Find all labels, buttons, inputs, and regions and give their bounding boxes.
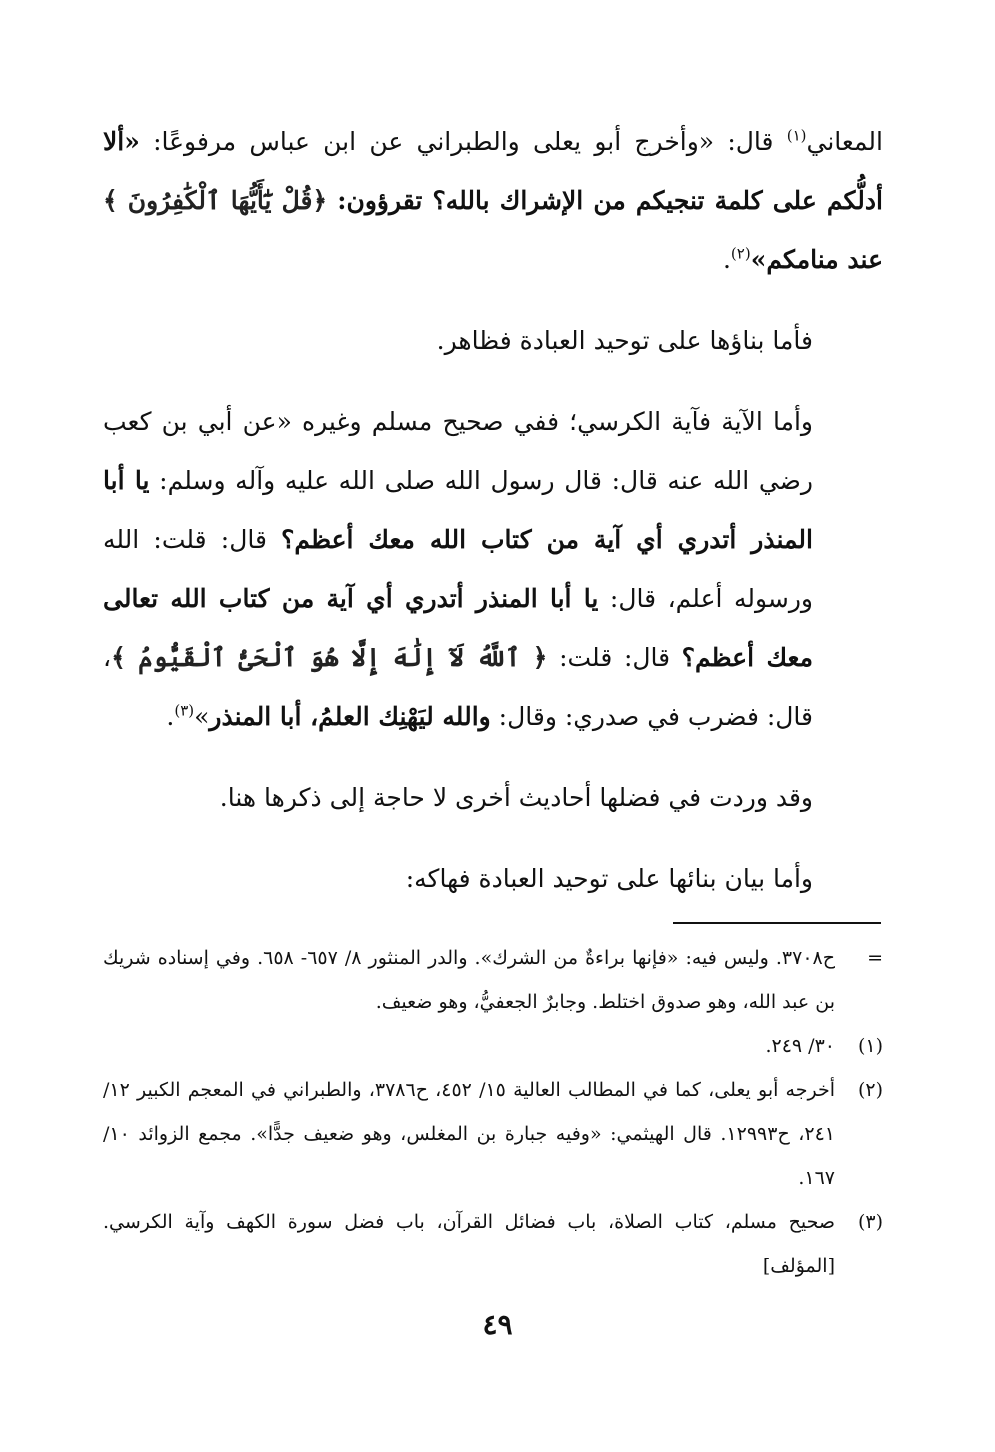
text-run: قال: قلت: الله ورسوله أعلم، قال: (103, 525, 814, 613)
text-run: . (722, 245, 731, 274)
footnote-text: ٣٠/ ٢٤٩. (765, 1035, 835, 1057)
footnote-2 (103, 1068, 883, 1200)
text-run: » (194, 702, 210, 731)
footnotes (103, 936, 883, 1288)
footnote-continued (103, 936, 883, 1024)
footnote-marker: (٢) (857, 1079, 883, 1101)
hadith-quote: «ألا أدلُّكم على كلمة تنجيكم من الإشراك بالله؟ تقرؤون: (103, 127, 883, 215)
quran-verse: ﴿ ٱللَّهُ لَآ إِلَٰهَ إِلَّا هُوَ ٱلْحَىُّ ٱلْقَيُّومُ ﴾ (111, 643, 548, 672)
text-run: . (166, 702, 175, 731)
footnote-separator (673, 922, 881, 924)
footnote-marker: (١) (857, 1035, 883, 1057)
hadith-quote: والله ليَهْنِك العلمُ، أبا المنذر (209, 702, 491, 731)
footnote-3 (103, 1200, 883, 1288)
footnote-marker: = (867, 947, 883, 969)
paragraph-5: وأما بيان بنائها على توحيد العبادة فهاكه: (405, 864, 813, 893)
main-text (103, 112, 883, 908)
hadith-quote-end: عند منامكم» (750, 245, 883, 274)
paragraph-2: فأما بناؤها على توحيد العبادة فظاهر. (436, 326, 813, 355)
paragraph-4: وقد وردت في فضلها أحاديث أخرى لا حاجة إلى ذكرها هنا. (219, 783, 813, 812)
paragraph-3 (103, 392, 883, 746)
paragraph-1 (103, 112, 883, 289)
hadith-quote: يا أبا المنذر أتدري أي آية من كتاب الله معك أعظم؟ (103, 466, 813, 554)
text-run: قال: «وأخرج أبو يعلى والطبراني عن ابن عباس مرفوعًا: (139, 127, 787, 156)
quran-verse: ﴿قُلْ يَٰٓأَيُّهَا ٱلْكَٰفِرُونَ ﴾ (103, 186, 328, 215)
text-run: ، قال: فضرب في صدري: وقال: (103, 643, 813, 731)
footnote-ref-3[interactable]: (٣) (174, 701, 195, 720)
footnote-marker: (٣) (857, 1211, 883, 1233)
footnote-ref-2[interactable]: (٢) (730, 244, 751, 263)
footnote-1 (103, 1024, 883, 1068)
footnote-text: أخرجه أبو يعلى، كما في المطالب العالية ١٥/ ٤٥٢، ح٣٧٨٦، والطبراني في المعجم الكبير ١٢/ ٢٤١، ح١٢٩٩٣. قال الهيثمي: «وفيه جبارة بن المغلس، وهو ضعيف جدًّا». مجمع الزوائد ١٠/ ١٦٧. (103, 1079, 836, 1189)
footnote-ref-1[interactable]: (١) (786, 126, 807, 145)
text-run: قال: قلت: (547, 643, 682, 672)
footnote-text: صحيح مسلم، كتاب الصلاة، باب فضائل القرآن، باب فضل سورة الكهف وآية الكرسي. [المؤلف] (103, 1211, 835, 1277)
footnote-text: ح٣٧٠٨. وليس فيه: «فإنها براءةٌ من الشرك». والدر المنثور ٨/ ٦٥٧- ٦٥٨. وفي إسناده شريك بن عبد الله، وهو صدوق اختلط. وجابرٌ الجعفيُّ، وهو ضعيف. (103, 947, 835, 1013)
hadith-quote: يا أبا المنذر أتدري أي آية من كتاب الله تعالى معك أعظم؟ (103, 584, 813, 672)
page-number: ٤٩ (482, 1308, 513, 1341)
text-run: وأما الآية فآية الكرسي؛ ففي صحيح مسلم وغيره «عن أبي بن كعب رضي الله عنه قال: قال رسول الله صلى الله عليه وآله وسلم: (103, 407, 813, 495)
text-run: المعاني (806, 127, 883, 156)
